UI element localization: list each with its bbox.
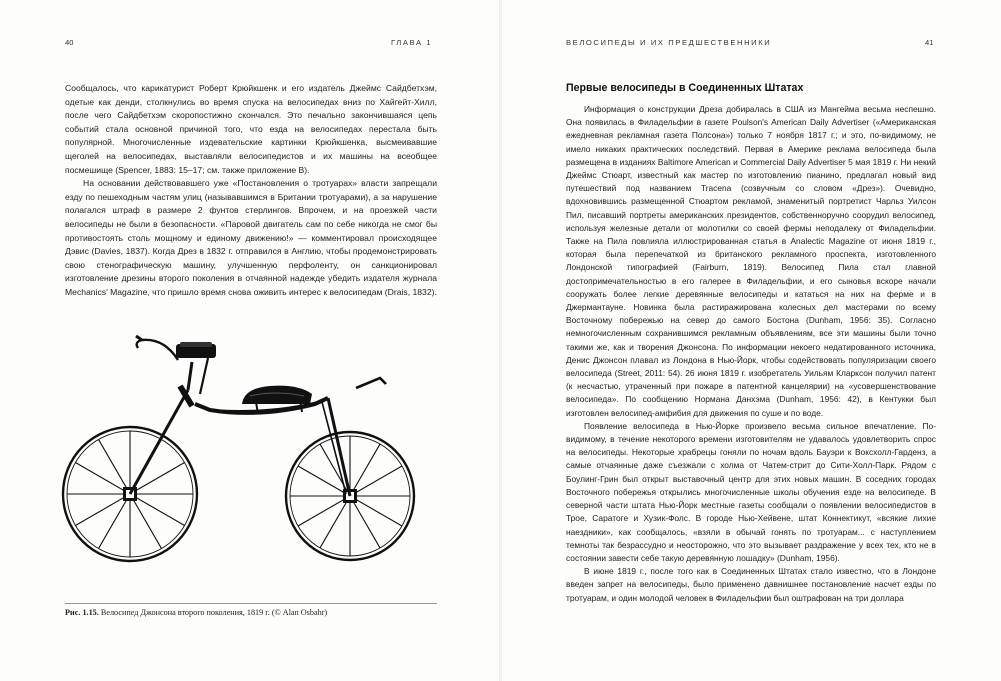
left-page: [0, 0, 500, 681]
right-body-text: [566, 103, 936, 605]
page-number-left: 40: [65, 38, 74, 47]
spoke: [350, 496, 380, 548]
front-fork: [130, 390, 188, 494]
bicycle-illustration: [60, 318, 420, 580]
running-head-right: ВЕЛОСИПЕДЫ И ИХ ПРЕДШЕСТВЕННИКИ: [566, 38, 772, 47]
left-body-text: [65, 82, 437, 300]
spoke: [350, 444, 380, 496]
rear-footrest: [356, 378, 386, 388]
paragraph: Информация о конструкции Дреза добиралась в США из Мангейма весьма неспешно. Она появилась в Филадельфии в газете Poulson's American Daily Advertiser («Американская ежедневная рекламная газета Полсона») только 7 ноября 1817 г.; и это, по-видимому, не имело никаких практических последствий. Первая в Америке реклама велосипеда была размещена в изданиях Baltimore American и Commercial Daily Advertiser 5 мая 1819 г. Ни некий Джеймс Стюарт, известный как мастер по изготовлению пианино, предлагал новый вид путешествий под названием Tracena (созвучным со словом «Дрез»). Очевидно, вдохновившись размещенной Стюартом рекламой, знаменитый портретист Чарльз Уилсон Пил, писавший портреты американских президентов, собственноручно соорудил велосипед, используя железные детали от молотилки со своей фермы неподалеку от Филадельфии. Также на Пила повлияла иллюстрированная статья в Analectic Magazine от июня 1819 г., которая была перепечаткой из британского рекламного проспекта, изготовленного Лондонской типографией (Fairburn, 1819). Велосипед Пила стал главной достопримечательностью в его галерее в Филадельфии, и его сыновья вскоре начали сооружать более легкие деревянные велосипеды и кататься на них на ферме и в Джермантауне. Новинка была растиражирована колесных дел мастерами по всему Восточному побережью на север до самого Бостона (Dunham, 1956: 35). Согласно немногочисленным сохранившимся рекламным объявлениям, все эти машины были точно такими же, как и творения Джонсона. По информации некоего недатированного источника, Денис Джонсон плавал из Лондона в Нью-Йорк, чтобы содействовать популяризации своего велосипеда (Street, 2011: 54). 26 июня 1819 г. изобретатель Уильям Кларксон получил патент (к несчастью, утраченный при пожаре в патентной канцелярии) на «усовершенствование велосипеда». По сообщению Нормана Данхэма (Dunham, 1956: 42), в Кентукки был изготовлен велосипед-амфибия для движения по суше и по воде.: [566, 104, 936, 418]
spoke: [320, 496, 350, 548]
figure-caption: [65, 608, 327, 617]
spoke: [130, 494, 162, 549]
spoke: [99, 439, 131, 494]
page-number-right: 41: [925, 38, 934, 47]
paragraph: В июне 1819 г., после того как в Соединенных Штатах стало известно, что в Лондоне введен запрет на велосипеды, было применено давнишнее постановление насчет езды по тротуарам, и один молодой человек в Филадельфии был оштрафован на три доллара: [566, 566, 936, 603]
caption-rule: [65, 603, 437, 604]
rear-fork: [328, 398, 350, 496]
spoke: [298, 496, 350, 526]
spoke: [130, 494, 185, 526]
paragraph: Сообщалось, что карикатурист Роберт Крюйкшенк и его издатель Джеймс Сайдбетхэм, одетые как денди, столкнулись во время спуска на велосипедах вниз по Хайгейт-Хилл, после чего Сайдбетхэм скоропостижно скончался. Это печально закончившаяся цепь событий стала основной причиной того, что езда на велосипедах перестала быть популярной. Многочисленные издевательские картинки Крюйкшенка, высмеивавшие щеголей на велосипедах, выставляли велосипедистов и их машины на всеобщее посмешище (Spencer, 1883: 15–17; см. также приложение B).: [65, 83, 437, 175]
spoke: [350, 466, 402, 496]
paragraph: На основании действовавшего уже «Постановления о тротуарах» власти запрещали езду по пешеходным частям улиц (называвшимся в Британии тротуарами), а за нарушение полагался штраф в размере 2 фунтов стерлингов. Впрочем, и на проезжей части велосипеды не были в безопасности. «Паровой двигатель сам по себе никогда не смог бы противостоять столь мощному и единому движению!» — комментировал происходящее Дэвис (Davies, 1837). Когда Дрез в 1832 г. отправился в Англию, чтобы продемонстрировать свою стенографическую машину, улучшенную перфоленту, он санкционировал изготовление дрезины второго поколения в отчаянной надежде убедить издателя журнала Mechanics' Magazine, что пришло время снова оживить интерес к велосипедам (Drais, 1832).: [65, 178, 437, 297]
saddle: [242, 386, 312, 404]
spoke: [75, 463, 130, 495]
running-head-left: ГЛАВА 1: [391, 38, 433, 47]
spoke: [350, 496, 402, 526]
right-page: [501, 0, 1001, 681]
paragraph: Появление велосипеда в Нью-Йорке произвело весьма сильное впечатление. По-видимому, в течение некоторого времени изготовителям не удавалось удовлетворить спрос на велосипеды. Некоторые храбрецы гоняли по ночам вдоль Бауэри к Воксхолл-Гарденз, а самые отчаянные даже съезжали с холма от Чатем-стрит до Сити-Холл-Парк. Рядом с Боулинг-Грин был открыт выставочный центр для этих новых машин. В соседних городах Восточного побережья открылись многочисленные школы обучения езде на велосипеде. В северной части штата Нью-Йорк местные газеты сообщали о появлении велосипедистов в Трое, Саратоге и Хузик-Фолс. В городе Нью-Хейвене, штат Коннектикут, «всякие лихие наездники», как сообщалось, «взяли в обычай гонять по тротуарам... с наступлением темноты так безрассудно и неосторожно, что это вызывает раздражение у всех тех, кто не в состоянии завести себе такую деревянную лошадку» (Dunham, 1956).: [566, 420, 936, 563]
caption-text: Велосипед Джонсона второго поколения, 1819 г. (© Alan Osbahr): [100, 608, 328, 617]
spoke: [75, 494, 130, 526]
section-heading: Первые велосипеды в Соединенных Штатах: [566, 82, 804, 94]
caption-label: Рис. 1.15.: [65, 608, 99, 617]
handlebar: [137, 340, 178, 360]
spoke: [99, 494, 131, 549]
